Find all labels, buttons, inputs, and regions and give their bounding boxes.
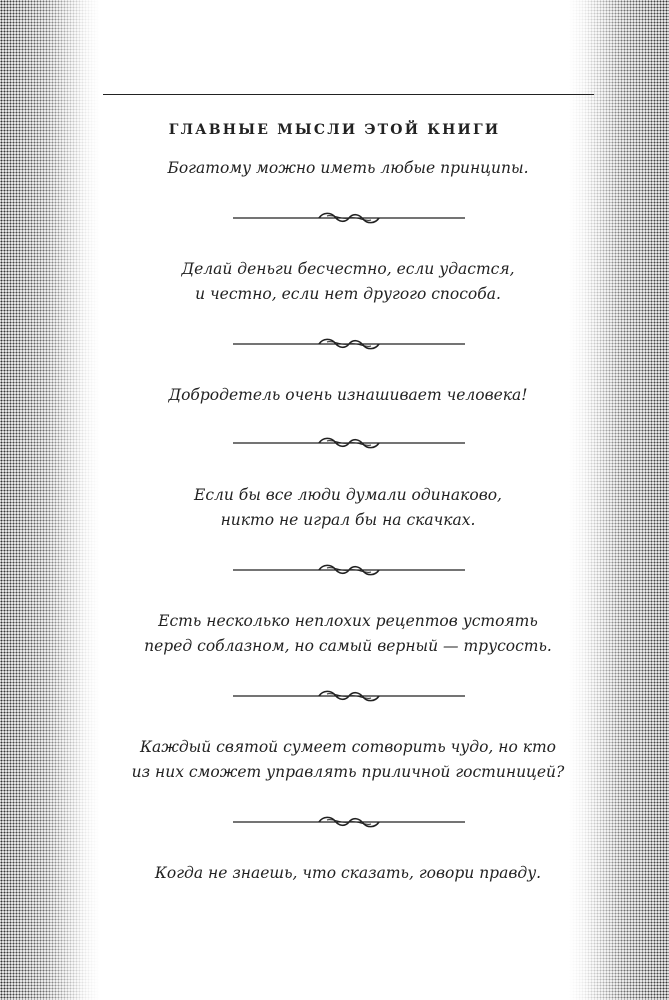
quote-line: перед соблазном, но самый верный — трусость. (144, 637, 552, 655)
flourish-ornament-icon (233, 436, 465, 450)
quote-line: Если бы все люди думали одинаково, (194, 486, 502, 504)
top-rule (103, 94, 594, 95)
page-heading: ГЛАВНЫЕ МЫСЛИ ЭТОЙ КНИГИ (168, 122, 501, 138)
quote-line: Делай деньги бесчестно, если удастся, (181, 260, 515, 278)
flourish-ornament-icon (233, 563, 465, 577)
quote-line: Есть несколько неплохих рецептов устоять (158, 612, 538, 630)
flourish-ornament-icon (233, 337, 465, 351)
quote-2 (110, 257, 586, 307)
quote-line: Богатому можно иметь любые принципы. (167, 159, 529, 177)
quote-line: Когда не знаешь, что сказать, говори правду. (154, 864, 542, 882)
quote-line: Добродетель очень изнашивает человека! (168, 386, 528, 404)
quote-line: никто не играл бы на скачках. (220, 511, 476, 529)
quote-line: из них сможет управлять приличной гостиницей? (131, 763, 565, 781)
quote-line: Каждый святой сумеет сотворить чудо, но кто (139, 738, 557, 756)
flourish-ornament-icon (233, 815, 465, 829)
quote-7 (110, 861, 586, 886)
quote-5 (110, 609, 586, 659)
halftone-border-left (0, 0, 100, 1000)
quote-6 (110, 735, 586, 785)
quote-3 (110, 383, 586, 408)
flourish-ornament-icon (233, 689, 465, 703)
quote-line: и честно, если нет другого способа. (195, 285, 501, 303)
flourish-ornament-icon (233, 211, 465, 225)
quote-1 (110, 156, 586, 181)
quote-4 (110, 483, 586, 533)
